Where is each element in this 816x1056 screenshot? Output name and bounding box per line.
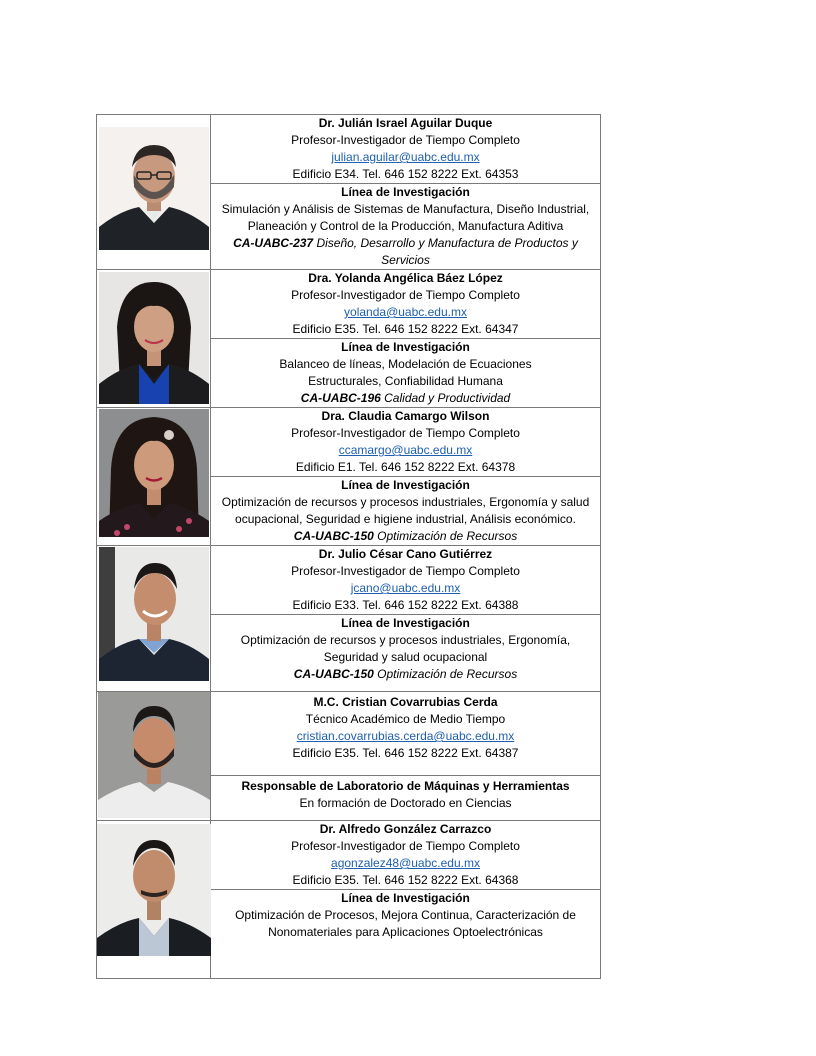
email-link[interactable]: julian.aguilar@uabc.edu.mx — [331, 150, 480, 164]
academic-body — [211, 528, 600, 545]
academic-body — [211, 666, 600, 683]
photo-cell — [97, 821, 211, 979]
email-link[interactable]: agonzalez48@uabc.edu.mx — [331, 856, 480, 870]
ca-name: Optimización de Recursos — [377, 529, 518, 543]
person-name: Dr. Julio César Cano Gutiérrez — [318, 547, 493, 561]
lab-heading: Responsable de Laboratorio de Máquinas y Herramientas — [241, 779, 570, 793]
research-lines: Optimización de Procesos, Mejora Continua, Caracterización de Nonomateriales para Aplicaciones Optoelectrónicas — [235, 908, 576, 939]
research-lines: Optimización de recursos y procesos industriales, Ergonomía, Seguridad y salud ocupacional — [240, 633, 571, 664]
research-heading: Línea de Investigación — [341, 616, 470, 630]
person-photo-baez — [99, 272, 209, 404]
person-position: Profesor-Investigador de Tiempo Completo — [291, 564, 520, 578]
office-phone: Edificio E35. Tel. 646 152 8222 Ext. 64368 — [292, 873, 519, 887]
research-heading: Línea de Investigación — [341, 340, 470, 354]
contact-cell — [211, 115, 601, 184]
person-name: Dra. Yolanda Angélica Báez López — [308, 271, 503, 285]
ca-code: CA-UABC-237 — [233, 236, 314, 250]
ca-name: Diseño, Desarrollo y Manufactura de Productos y Servicios — [316, 236, 578, 267]
email-link[interactable]: yolanda@uabc.edu.mx — [344, 305, 467, 319]
person-photo-gonzalez — [97, 824, 211, 956]
person-photo-cano — [99, 547, 209, 681]
ca-code: CA-UABC-150 — [293, 529, 374, 543]
office-phone: Edificio E34. Tel. 646 152 8222 Ext. 64353 — [292, 167, 519, 181]
contact-cell — [211, 546, 601, 615]
academic-body — [211, 390, 600, 407]
research-lines: Simulación y Análisis de Sistemas de Manufactura, Diseño Industrial, Planeación y Control de la Producción, Manufactura Aditiva — [221, 202, 590, 233]
research-cell — [211, 184, 601, 270]
research-heading: Línea de Investigación — [341, 185, 470, 199]
ca-code: CA-UABC-196 — [300, 391, 381, 405]
email-link[interactable]: jcano@uabc.edu.mx — [350, 581, 461, 595]
person-position: Profesor-Investigador de Tiempo Completo — [291, 133, 520, 147]
photo-cell — [97, 546, 211, 692]
person-name: Dr. Alfredo González Carrazco — [319, 822, 492, 836]
photo-cell — [97, 115, 211, 270]
contact-cell — [211, 408, 601, 477]
office-phone: Edificio E35. Tel. 646 152 8222 Ext. 64387 — [292, 746, 519, 760]
staff-row-cano — [97, 546, 601, 615]
research-cell — [211, 890, 601, 979]
email-link[interactable]: ccamargo@uabc.edu.mx — [338, 443, 473, 457]
staff-row-camargo — [97, 408, 601, 477]
research-lines: Balanceo de líneas, Modelación de Ecuaciones Estructurales, Confiabilidad Humana — [279, 357, 532, 388]
academic-body — [211, 235, 600, 269]
ca-name: Optimización de Recursos — [377, 667, 518, 681]
office-phone: Edificio E1. Tel. 646 152 8222 Ext. 64378 — [295, 460, 516, 474]
research-cell — [211, 776, 601, 821]
research-cell — [211, 477, 601, 546]
person-photo-aguilar — [99, 127, 209, 250]
ca-code: CA-UABC-150 — [293, 667, 374, 681]
person-name: Dr. Julián Israel Aguilar Duque — [318, 116, 493, 130]
person-name: Dra. Claudia Camargo Wilson — [321, 409, 490, 423]
staff-row-covarrubias — [97, 692, 601, 776]
photo-cell — [97, 692, 211, 821]
research-cell — [211, 339, 601, 408]
person-photo-covarrubias — [98, 692, 210, 818]
photo-cell — [97, 408, 211, 546]
person-position: Técnico Académico de Medio Tiempo — [305, 712, 506, 726]
person-position: Profesor-Investigador de Tiempo Completo — [291, 288, 520, 302]
person-position: Profesor-Investigador de Tiempo Completo — [291, 426, 520, 440]
staff-row-gonzalez — [97, 821, 601, 890]
person-position: Profesor-Investigador de Tiempo Completo — [291, 839, 520, 853]
person-photo-camargo — [99, 409, 209, 537]
staff-row-aguilar — [97, 115, 601, 184]
research-lines: Optimización de recursos y procesos industriales, Ergonomía y salud ocupacional, Seguridad e higiene industrial, Análisis económico. — [221, 495, 590, 526]
office-phone: Edificio E35. Tel. 646 152 8222 Ext. 64347 — [292, 322, 519, 336]
doctorate-note: En formación de Doctorado en Ciencias — [299, 796, 512, 810]
research-heading: Línea de Investigación — [341, 891, 470, 905]
person-name: M.C. Cristian Covarrubias Cerda — [313, 695, 498, 709]
office-phone: Edificio E33. Tel. 646 152 8222 Ext. 64388 — [292, 598, 519, 612]
research-heading: Línea de Investigación — [341, 478, 470, 492]
photo-cell — [97, 270, 211, 408]
contact-cell — [211, 821, 601, 890]
contact-cell — [211, 270, 601, 339]
email-link[interactable]: cristian.covarrubias.cerda@uabc.edu.mx — [296, 729, 515, 743]
ca-name: Calidad y Productividad — [384, 391, 511, 405]
staff-directory-table — [96, 114, 601, 979]
staff-row-baez — [97, 270, 601, 339]
contact-cell — [211, 692, 601, 776]
research-cell — [211, 615, 601, 692]
